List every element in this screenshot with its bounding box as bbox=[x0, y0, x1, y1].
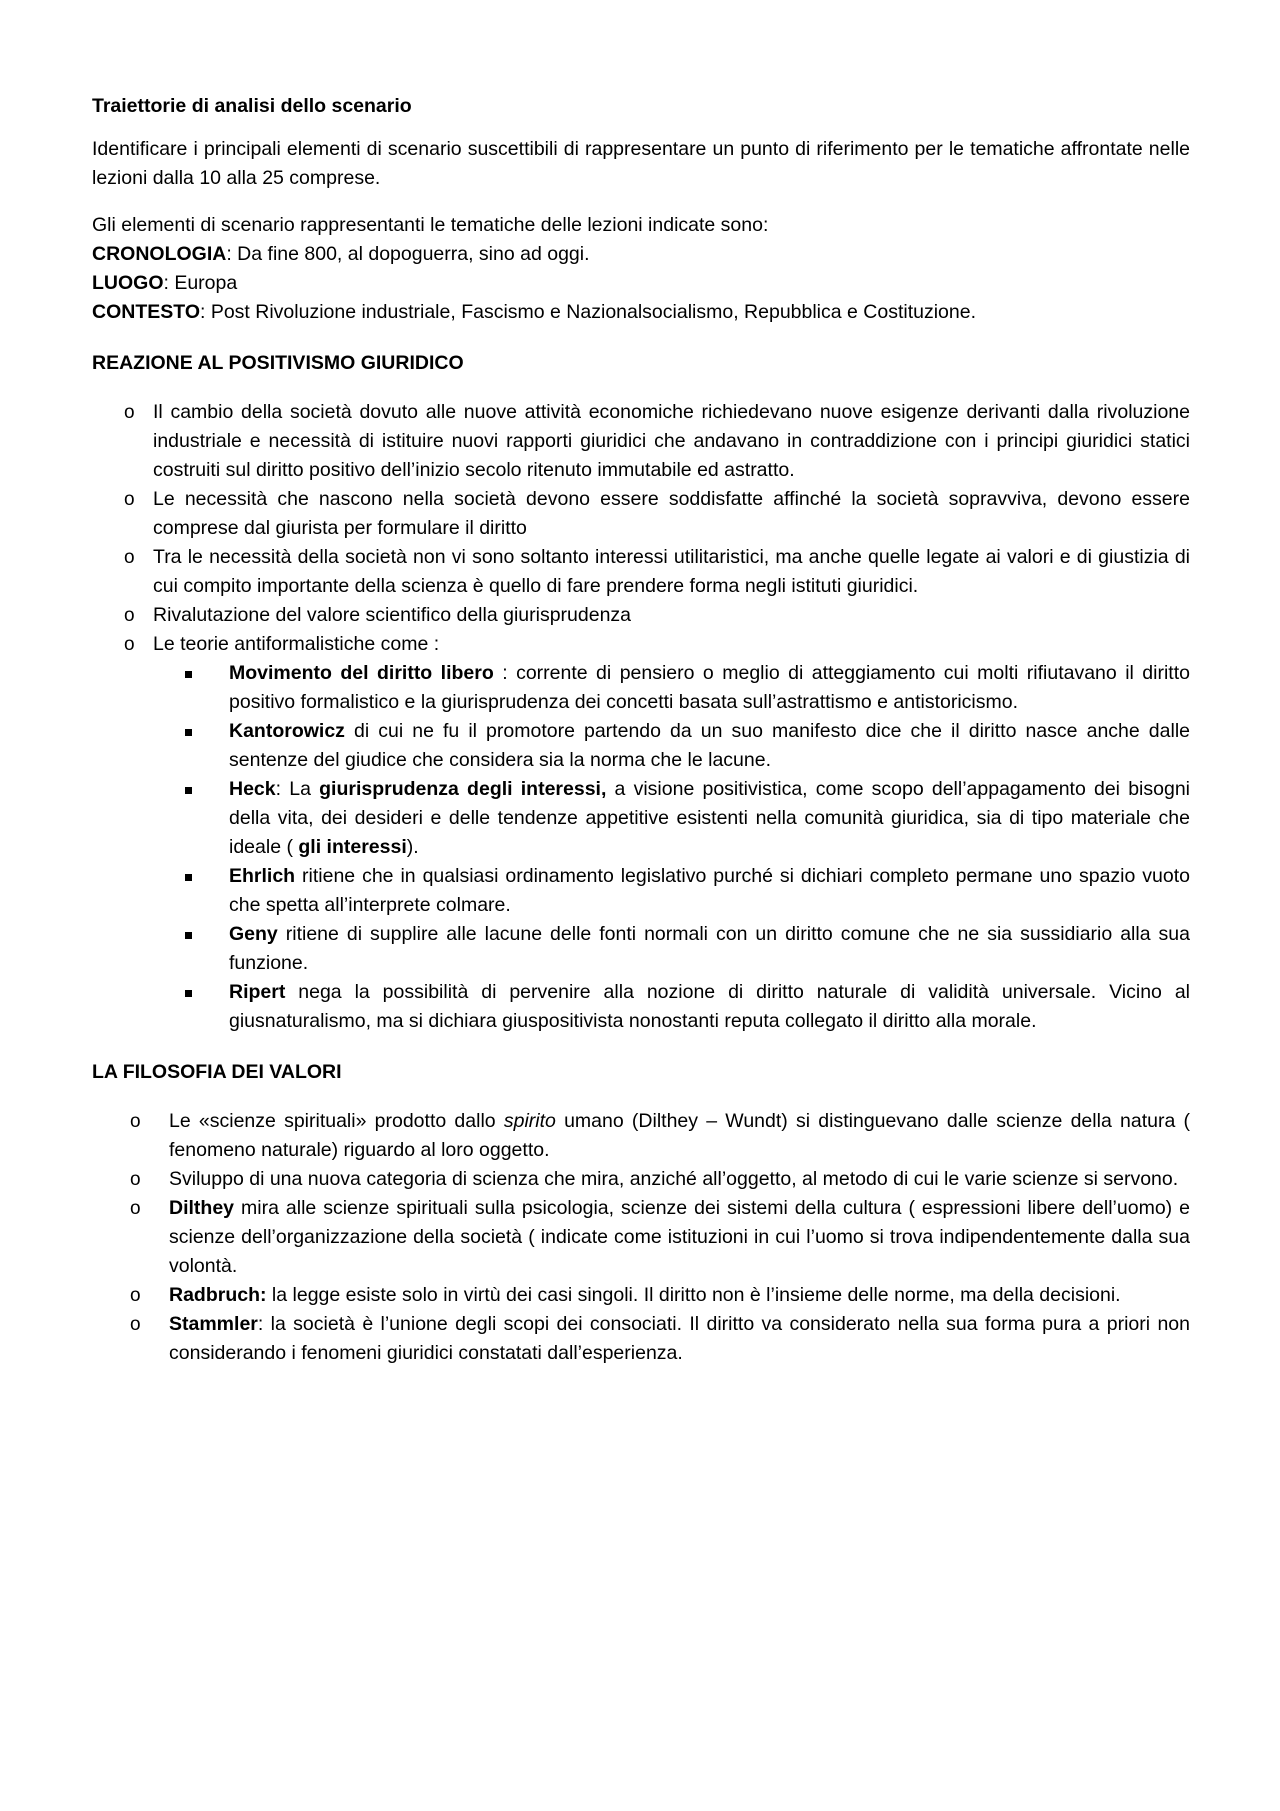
circle-bullet-icon: o bbox=[130, 1198, 141, 1219]
list-item: o Le teorie antiformalistiche come : bbox=[92, 630, 1190, 659]
elements-line: Gli elementi di scenario rappresentanti le tematiche delle lezioni indicate sono: bbox=[92, 214, 769, 236]
circle-bullet-icon: o bbox=[130, 1314, 141, 1335]
square-bullet-icon bbox=[185, 990, 192, 997]
list-item: o Il cambio della società dovuto alle nuove attività economiche richiedevano nuove esigenze derivanti dalla rivoluzione industriale e necessità di istituire nuovi rapporti giuridici che andavano in contraddizione con i principi giuridici statici costruiti sul diritto positivo dell’inizio secolo ritenuto immutabile ed astratto. bbox=[92, 398, 1190, 485]
sub-list-item: Ehrlich ritiene che in qualsiasi ordinamento legislativo purché si dichiari completo permane uno spazio vuoto che spetta all’interprete colmare. bbox=[92, 862, 1190, 920]
circle-bullet-icon: o bbox=[130, 1285, 141, 1306]
intro-paragraph: Identificare i principali elementi di scenario suscettibili di rappresentare un punto di riferimento per le tematiche affrontate nelle lezioni dalla 10 alla 25 comprese. bbox=[92, 138, 1190, 189]
circle-bullet-icon: o bbox=[130, 1169, 141, 1190]
section-heading-filosofia: LA FILOSOFIA DEI VALORI bbox=[92, 1061, 342, 1083]
document-content bbox=[92, 92, 1190, 1368]
positivismo-list bbox=[92, 398, 1190, 659]
cronologia-line bbox=[92, 240, 1190, 269]
circle-bullet-icon: o bbox=[124, 547, 135, 568]
square-bullet-icon bbox=[185, 729, 192, 736]
luogo-text: : Europa bbox=[163, 272, 238, 294]
square-bullet-icon bbox=[185, 874, 192, 881]
sub-list-item: Ripert nega la possibilità di pervenire alla nozione di diritto naturale di validità universale. Vicino al giusnaturalismo, ma si dichiara giuspositivista nonostanti reputa collegato il diritto alla morale. bbox=[92, 978, 1190, 1036]
luogo-line bbox=[92, 269, 1190, 298]
sub-list-item: Heck: La giurisprudenza degli interessi, a visione positivistica, come scopo dell’appagamento dei bisogni della vita, dei desideri e delle tendenze appetitive esistenti nella comunità giuridica, sia di tipo materiale che ideale ( gli interessi). bbox=[92, 775, 1190, 862]
list-item: o Radbruch: la legge esiste solo in virtù dei casi singoli. Il diritto non è l’insieme delle norme, ma della decisioni. bbox=[92, 1281, 1190, 1310]
circle-bullet-icon: o bbox=[124, 489, 135, 510]
contesto-text: : Post Rivoluzione industriale, Fascismo e Nazionalsocialismo, Repubblica e Costituzione. bbox=[199, 301, 977, 323]
contesto-line bbox=[92, 298, 1190, 327]
luogo-label: LUOGO bbox=[92, 272, 164, 294]
list-item: o Le «scienze spirituali» prodotto dallo spirito umano (Dilthey – Wundt) si distinguevano dalle scienze della natura ( fenomeno naturale) riguardo al loro oggetto. bbox=[92, 1107, 1190, 1165]
contesto-label: CONTESTO bbox=[92, 301, 200, 323]
section-heading-positivismo: REAZIONE AL POSITIVISMO GIURIDICO bbox=[92, 352, 464, 374]
circle-bullet-icon: o bbox=[124, 605, 135, 626]
filosofia-list bbox=[92, 1107, 1190, 1368]
cronologia-text: : Da fine 800, al dopoguerra, sino ad oggi. bbox=[226, 243, 590, 265]
square-bullet-icon bbox=[185, 787, 192, 794]
document-title: Traiettorie di analisi dello scenario bbox=[92, 95, 412, 117]
circle-bullet-icon: o bbox=[130, 1111, 141, 1132]
cronologia-label: CRONOLOGIA bbox=[92, 243, 227, 265]
circle-bullet-icon: o bbox=[124, 402, 135, 423]
circle-bullet-icon: o bbox=[124, 634, 135, 655]
list-item: o Sviluppo di una nuova categoria di scienza che mira, anziché all’oggetto, al metodo di cui le varie scienze si servono. bbox=[92, 1165, 1190, 1194]
list-item: o Stammler: la società è l’unione degli scopi dei consociati. Il diritto va considerato nella sua forma pura a priori non considerando i fenomeni giuridici constatati dall’esperienza. bbox=[92, 1310, 1190, 1368]
sub-list-item: Geny ritiene di supplire alle lacune delle fonti normali con un diritto comune che ne sia sussidiario alla sua funzione. bbox=[92, 920, 1190, 978]
antiformalist-theories-list bbox=[92, 659, 1190, 1036]
list-item: o Rivalutazione del valore scientifico della giurisprudenza bbox=[92, 601, 1190, 630]
scenario-elements bbox=[92, 211, 1190, 327]
sub-list-item: Movimento del diritto libero : corrente di pensiero o meglio di atteggiamento cui molti rifiutavano il diritto positivo formalistico e la giurisprudenza dei concetti basata sull’astrattismo e antistoricismo. bbox=[92, 659, 1190, 717]
square-bullet-icon bbox=[185, 671, 192, 678]
square-bullet-icon bbox=[185, 932, 192, 939]
list-item: o Le necessità che nascono nella società devono essere soddisfatte affinché la società sopravviva, devono essere comprese dal giurista per formulare il diritto bbox=[92, 485, 1190, 543]
sub-list-item: Kantorowicz di cui ne fu il promotore partendo da un suo manifesto dice che il diritto nasce anche dalle sentenze del giudice che considera sia la norma che le lacune. bbox=[92, 717, 1190, 775]
list-item: o Tra le necessità della società non vi sono soltanto interessi utilitaristici, ma anche quelle legate ai valori e di giustizia di cui compito importante della scienza è quello di fare prendere forma negli istituti giuridici. bbox=[92, 543, 1190, 601]
list-item: o Dilthey mira alle scienze spirituali sulla psicologia, scienze dei sistemi della cultura ( espressioni libere dell’uomo) e scienze dell’organizzazione della società ( indicate come istituzioni in cui l’uomo si trova indipendentemente dalla sua volontà. bbox=[92, 1194, 1190, 1281]
